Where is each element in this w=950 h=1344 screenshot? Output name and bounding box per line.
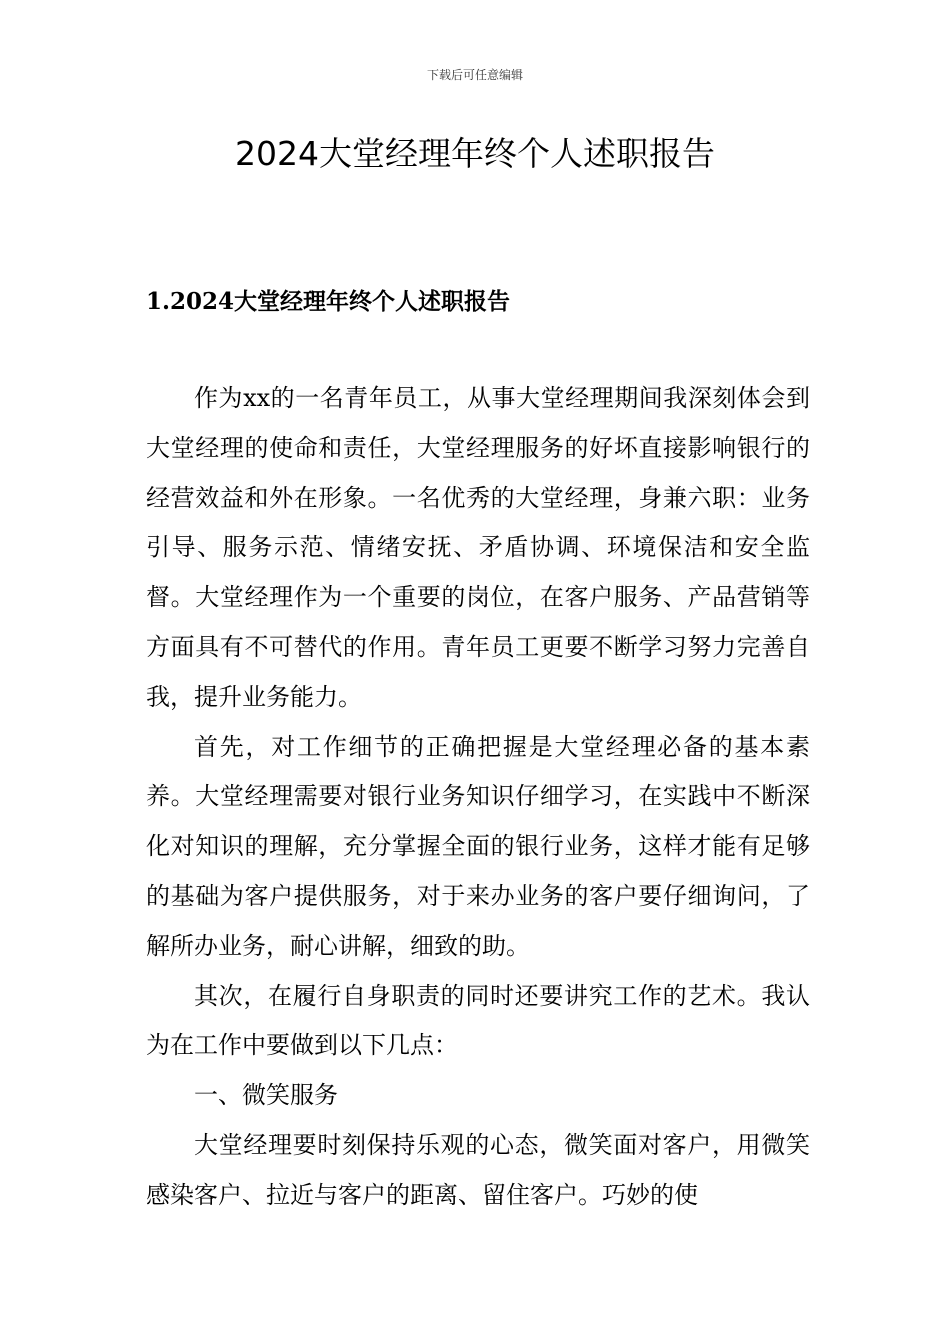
- body-text: [146, 374, 810, 1221]
- header-note: 下载后可任意编辑: [426, 68, 523, 82]
- paragraph-smile-service: 大堂经理要时刻保持乐观的心态，微笑面对客户，用微笑感染客户、拉近与客户的距离、留住客户。巧妙的使: [146, 1130, 810, 1209]
- section-heading: 1.2024大堂经理年终个人述职报告: [146, 288, 511, 315]
- paragraph-first: 首先，对工作细节的正确把握是大堂经理必备的基本素养。大堂经理需要对银行业务知识仔细学习，在实践中不断深化对知识的理解，充分掌握全面的银行业务，这样才能有足够的基础为客户提供服务，对于来办业务的客户要仔细询问，了解所办业务，耐心讲解，细致的助。: [146, 732, 810, 960]
- paragraph-second: 其次，在履行自身职责的同时还要讲究工作的艺术。我认为在工作中要做到以下几点：: [146, 981, 810, 1060]
- subheading-smile-service: 一、微笑服务: [194, 1081, 338, 1110]
- document-title: 2024大堂经理年终个人述职报告: [235, 134, 715, 173]
- paragraph-intro: 作为xx的一名青年员工，从事大堂经理期间我深刻体会到大堂经理的使命和责任，大堂经理服务的好坏直接影响银行的经营效益和外在形象。一名优秀的大堂经理，身兼六职：业务引导、服务示范、情绪安抚、矛盾协调、环境保洁和安全监督。大堂经理作为一个重要的岗位，在客户服务、产品营销等方面具有不可替代的作用。青年员工更要不断学习努力完善自我，提升业务能力。: [146, 384, 810, 711]
